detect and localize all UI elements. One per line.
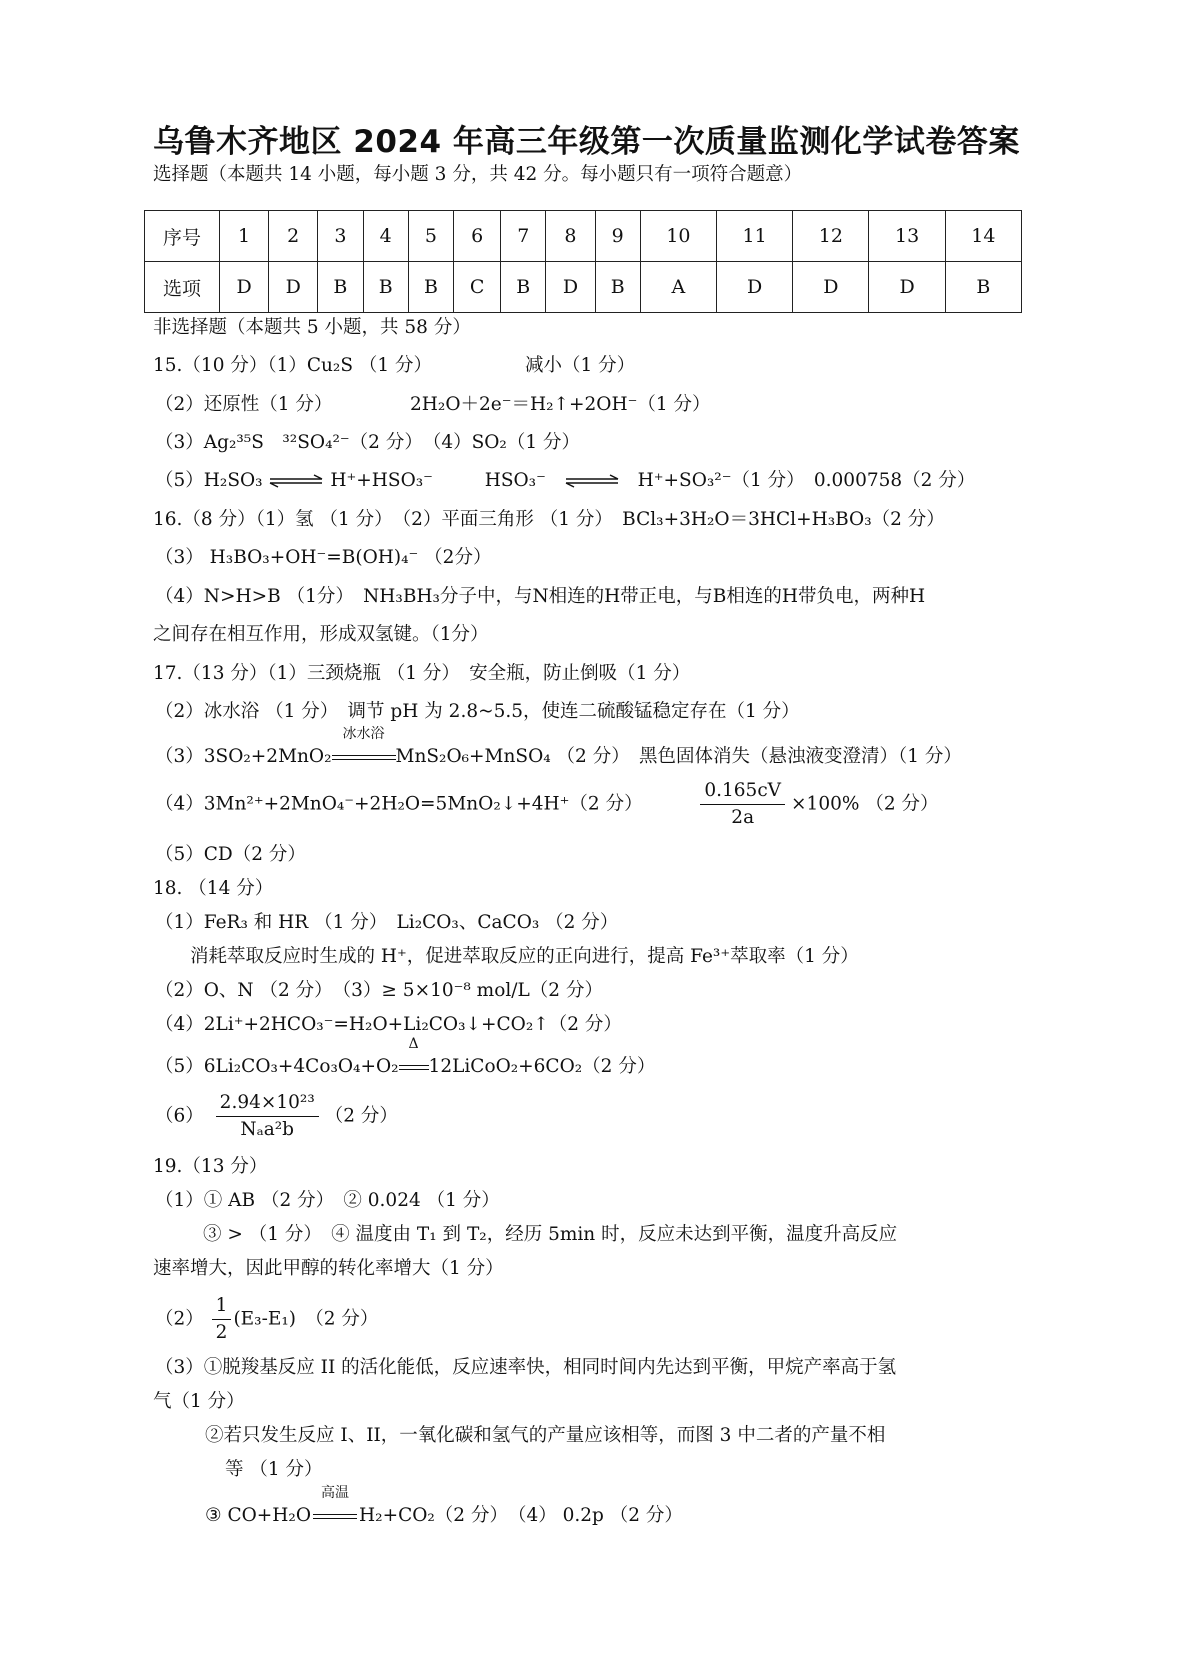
q15-line-4 [155,468,975,494]
table-cell-answer: C [454,262,501,313]
table-cell-number: 4 [363,211,408,262]
reaction-condition: 冰水浴 [342,726,385,742]
table-cell-number: 3 [318,211,363,262]
table-cell-number: 9 [595,211,640,262]
q17-line-4-a: （4）3Mn²⁺+2MnO₄⁻+2H₂O=5MnO₂↓+4H⁺（2 分） [155,793,643,815]
q17-line-3 [155,726,962,770]
table-cell-answer: A [640,262,716,313]
table-cell-number: 8 [546,211,595,262]
q18-line-7 [155,1090,398,1143]
fraction-numerator: 1 [212,1293,232,1320]
q18-line-7-a: （6） [155,1105,204,1127]
q17-line-1: 17.（13 分）（1）三颈烧瓶 （1 分） 安全瓶，防止倒吸（1 分） [153,663,691,684]
q15-line-4-b: H⁺+HSO₃⁻ [330,470,433,491]
q15-line-1: 15.（10 分）（1）Cu₂S （1 分） [153,355,433,376]
table-cell-number: 1 [220,211,269,262]
q15-line-4-c: HSO₃⁻ [484,470,546,491]
table-cell-answer: D [869,262,945,313]
fraction-numerator: 0.165cV [700,778,785,805]
q19-line-5-a: （2） [155,1308,204,1330]
table-cell-number: 5 [408,211,453,262]
q16-line-4: 之间存在相互作用，形成双氢键。（1分） [153,624,489,645]
q15-line-2b: 2H₂O＋2e⁻＝H₂↑+2OH⁻（1 分） [410,394,711,415]
table-cell-number: 7 [501,211,546,262]
q19-line-3: ③ > （1 分） ④ 温度由 T₁ 到 T₂，经历 5min 时，反应未达到平衡，温度升高反应 [203,1224,898,1245]
page-title: 乌鲁木齐地区 2024 年高三年级第一次质量监测化学试卷答案 [153,124,1020,160]
q19-line-4: 速率增大，因此甲醇的转化率增大（1 分） [153,1258,504,1279]
q15-line-2: （2）还原性（1 分） [155,394,333,415]
equilibrium-arrow-icon [564,474,620,488]
mc-section-heading: 选择题（本题共 14 小题，每小题 3 分，共 42 分。每小题只有一项符合题意） [153,164,803,185]
table-cell-answer: D [220,262,269,313]
half-fraction [212,1293,232,1346]
q18-line-6-b: 12LiCoO₂+6CO₂（2 分） [428,1056,656,1077]
table-cell-answer: B [501,262,546,313]
q19-line-2: （1）① AB （2 分） ② 0.024 （1 分） [155,1190,500,1211]
q16-line-1: 16.（8 分）（1）氢 （1 分） （2）平面三角形 （1 分） BCl₃+3H₂O＝3HCl+H₃BO₃（2 分） [153,509,945,530]
fraction-denominator: 2 [215,1322,228,1343]
q18-line-4: （2）O、N （2 分） （3）≥ 5×10⁻⁸ mol/L（2 分） [155,980,603,1001]
answer-table [144,210,1022,313]
q15-line-1b: 减小（1 分） [525,355,636,376]
q16-line-3: （4）N>H>B （1分） NH₃BH₃分子中，与N相连的H带正电，与B相连的H带负电，两种H [155,586,926,607]
nonmc-section-heading: 非选择题（本题共 5 小题，共 58 分） [153,317,471,338]
q19-line-5 [155,1293,378,1346]
table-row-numbers [145,211,1022,262]
q19-line-6: （3）①脱羧基反应 II 的活化能低，反应速率快，相同时间内先达到平衡，甲烷产率高于氢 [155,1357,897,1378]
q15-line-3: （3）Ag₂³⁵S ³²SO₄²⁻（2 分） （4）SO₂（1 分） [155,432,580,453]
table-row-answers [145,262,1022,313]
q17-line-3-a: （3）3SO₂+2MnO₂ [155,746,332,767]
q16-line-2: （3） H₃BO₃+OH⁻=B(OH)₄⁻ （2分） [155,547,492,568]
yield-fraction [700,778,785,831]
table-cell-number: 6 [454,211,501,262]
q18-line-6-a: （5）6Li₂CO₃+4Co₃O₄+O₂ [155,1056,399,1077]
q17-line-2: （2）冰水浴 （1 分） 调节 pH 为 2.8~5.5，使连二硫酸锰稳定存在（1 分） [155,701,800,722]
q19-line-8: ②若只发生反应 I、II，一氧化碳和氢气的产量应该相等，而图 3 中二者的产量不相 [205,1425,886,1446]
equilibrium-arrow-icon [268,474,324,488]
q17-line-5: （5）CD（2 分） [155,844,306,865]
q19-line-10-a: ③ CO+H₂O [205,1505,312,1526]
reaction-condition-arrow [332,726,396,770]
q15-line-4-d: H⁺+SO₃²⁻（1 分） 0.000758（2 分） [637,470,976,491]
table-cell-number: 2 [269,211,318,262]
fraction-denominator: 2a [731,807,755,828]
table-cell-number: 11 [717,211,793,262]
reaction-condition: 高温 [321,1485,350,1501]
q18-line-5: （4）2Li⁺+2HCO₃⁻=H₂O+Li₂CO₃↓+CO₂↑（2 分） [155,1014,622,1035]
table-cell-answer: D [793,262,869,313]
table-cell-answer: D [717,262,793,313]
table-cell-answer: B [408,262,453,313]
q18-line-6 [155,1036,656,1080]
fraction-numerator: 2.94×10²³ [216,1090,319,1117]
q19-line-9: 等 （1 分） [225,1459,323,1480]
table-cell-answer: D [269,262,318,313]
q18-line-2: （1）FeR₃ 和 HR （1 分） Li₂CO₃、CaCO₃ （2 分） [155,912,619,933]
table-cell-answer: B [363,262,408,313]
table-cell-answer: D [546,262,595,313]
table-cell-number: 13 [869,211,945,262]
fraction-denominator: Nₐa²b [240,1119,295,1140]
q19-line-7: 气（1 分） [153,1391,245,1412]
table-cell-answer: B [945,262,1021,313]
reaction-condition-arrow [313,1485,357,1529]
q15-line-4-a: （5）H₂SO₃ [155,470,263,491]
q17-line-4-b: ×100% （2 分） [791,793,939,815]
q18-line-1: 18. （14 分） [153,878,274,899]
q18-line-7-b: （2 分） [324,1105,398,1127]
table-cell-answer: B [318,262,363,313]
reaction-condition-arrow [399,1036,429,1080]
q18-line-3: 消耗萃取反应时生成的 H⁺，促进萃取反应的正向进行，提高 Fe³⁺萃取率（1 分） [190,946,859,967]
q17-line-3-b: MnS₂O₆+MnSO₄ （2 分） 黑色固体消失（悬浊液变澄清）（1 分） [395,746,962,767]
density-fraction [216,1090,319,1143]
q19-line-1: 19.（13 分） [153,1156,268,1177]
table-row-label: 选项 [145,262,220,313]
table-row-label: 序号 [145,211,220,262]
q17-line-4 [155,778,938,831]
q19-line-5-b: (E₃-E₁) （2 分） [233,1308,379,1330]
table-cell-number: 10 [640,211,716,262]
table-cell-number: 14 [945,211,1021,262]
reaction-condition: Δ [408,1036,419,1052]
q19-line-10 [205,1485,683,1529]
q19-line-10-b: H₂+CO₂（2 分） （4） 0.2p （2 分） [359,1505,683,1526]
table-cell-answer: B [595,262,640,313]
table-cell-number: 12 [793,211,869,262]
